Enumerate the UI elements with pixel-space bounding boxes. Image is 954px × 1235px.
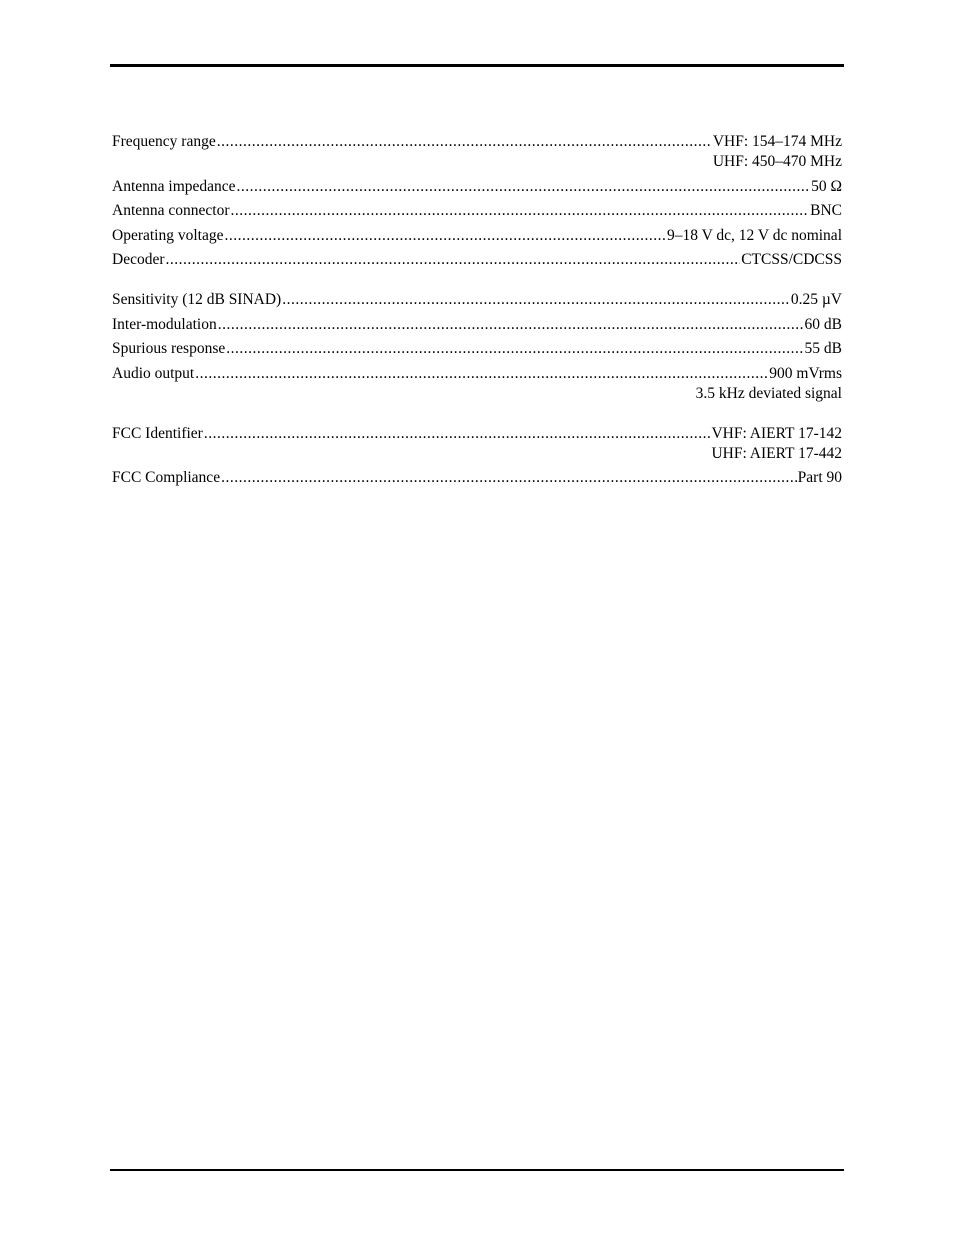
spec-value: CTCSS/CDCSS	[741, 251, 842, 268]
spec-label: FCC Identifier	[112, 424, 203, 442]
dot-leader	[231, 201, 810, 221]
spec-row-audio-output	[112, 364, 842, 384]
spec-value: 50 Ω	[811, 177, 842, 195]
spec-value-extra: 3.5 kHz deviated signal	[695, 384, 842, 402]
spec-row-operating-voltage	[112, 226, 842, 246]
spec-label: Antenna connector	[112, 202, 230, 219]
dot-leader	[224, 226, 666, 246]
spec-value: 900 mVrms	[769, 364, 842, 382]
spec-row-fcc-identifier	[112, 424, 842, 444]
spec-label: Sensitivity (12 dB SINAD)	[112, 291, 282, 308]
dot-leader	[166, 250, 741, 270]
dot-leader	[226, 339, 803, 359]
spec-value: 60 dB	[804, 315, 842, 333]
dot-leader	[282, 290, 790, 310]
spec-value: VHF: AIERT 17-142	[711, 424, 842, 442]
dot-leader	[221, 468, 797, 488]
spec-value: Part 90	[797, 469, 842, 486]
spec-row-inter-modulation	[112, 315, 842, 335]
spec-row-antenna-connector	[112, 201, 842, 221]
spec-label: FCC Compliance	[112, 469, 221, 486]
spec-value-extra: UHF: 450–470 MHz	[712, 153, 842, 170]
spec-row-antenna-impedance	[112, 177, 842, 197]
spec-row-decoder	[112, 250, 842, 270]
spec-label: Antenna impedance	[112, 177, 236, 195]
spec-row-frequency-range	[112, 132, 842, 152]
spec-value: 9–18 V dc, 12 V dc nominal	[667, 226, 842, 244]
spec-row-sensitivity	[112, 290, 842, 310]
spec-label: Audio output	[112, 364, 195, 382]
spec-label: Frequency range	[112, 133, 216, 150]
spec-label: Spurious response	[112, 340, 226, 357]
dot-leader	[195, 364, 768, 384]
spec-group-regulatory	[112, 424, 842, 489]
spec-row-fcc-compliance	[112, 468, 842, 488]
footer-rule	[110, 1169, 844, 1171]
spec-table	[112, 132, 842, 493]
spec-group-general	[112, 132, 842, 270]
spec-value-extra: UHF: AIERT 17-442	[711, 444, 842, 462]
spec-label: Inter-modulation	[112, 315, 217, 333]
spec-value: VHF: 154–174 MHz	[712, 133, 842, 150]
spec-label: Operating voltage	[112, 226, 224, 244]
spec-value: BNC	[810, 202, 842, 219]
dot-leader	[218, 315, 804, 335]
header-rule	[110, 64, 844, 67]
dot-leader	[217, 132, 712, 152]
spec-value: 0.25 µV	[790, 291, 842, 308]
dot-leader	[204, 424, 711, 444]
spec-label: Decoder	[112, 251, 165, 268]
spec-value: 55 dB	[804, 340, 842, 357]
spec-row-spurious-response	[112, 339, 842, 359]
dot-leader	[237, 177, 811, 197]
spec-group-receiver	[112, 290, 842, 404]
